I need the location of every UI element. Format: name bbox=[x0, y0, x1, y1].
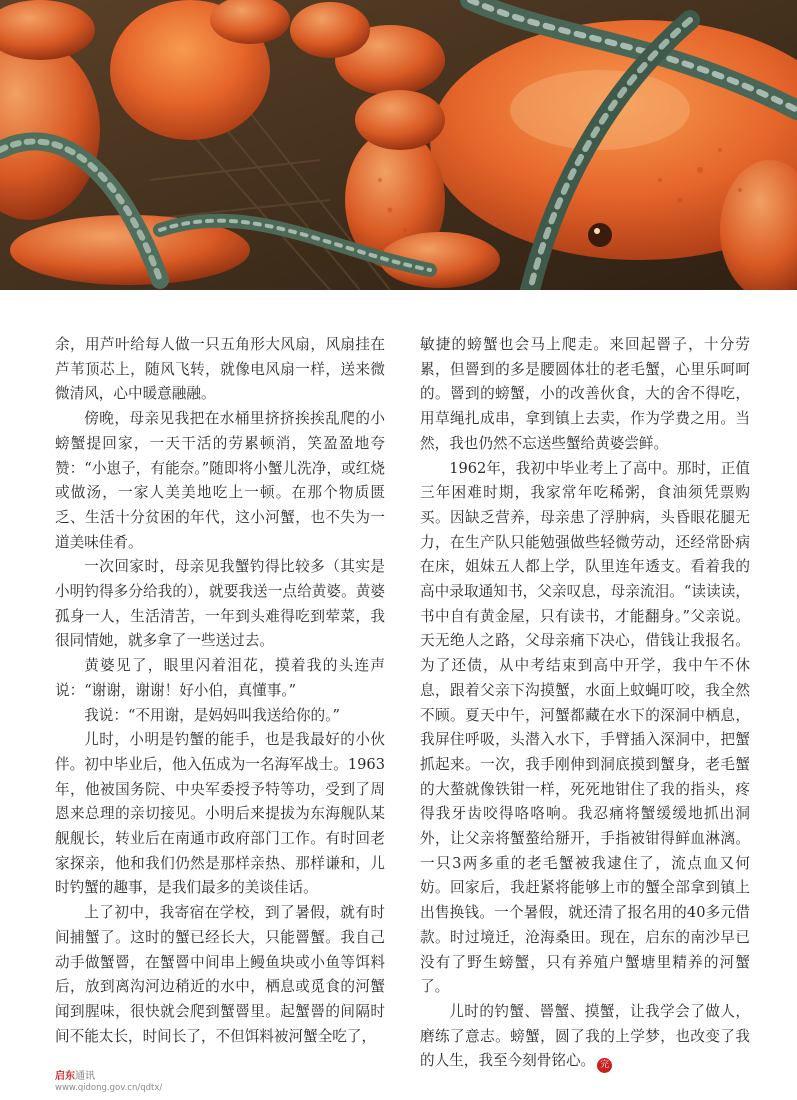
paragraph: 儿时，小明是钓蟹的能手，也是我最好的小伙伴。初中毕业后，他入伍成为一名海军战士。1963年，他被国务院、中央军委授予特等功，受到了周恩来总理的亲切接见。小明后来提拔为东海舰队某舰舰长，转业后在南通市政府部门工作。有时回老家探亲，他和我们仍然是那样亲热、那样谦和，儿时钓蟹的趣事，是我们最多的美谈佳话。 bbox=[55, 731, 385, 897]
paragraph-final-text: 儿时的钓蟹、罾蟹、摸蟹，让我学会了做人，磨练了意志。螃蟹，圆了我的上学梦，也改变了我的人生，我至今刻骨铭心。 bbox=[420, 1002, 750, 1070]
magazine-url[interactable]: www.qidong.gov.cn/qdtx/ bbox=[55, 1083, 163, 1093]
brand-gray-text: 通讯 bbox=[75, 1071, 95, 1082]
magazine-footer bbox=[55, 1071, 162, 1094]
paragraph: 傍晚，母亲见我把在水桶里挤挤挨挨乱爬的小螃蟹提回家，一天干活的劳累顿消，笑盈盈地夸赞：“小崽子，有能奈。”随即将小蟹儿洗净，或红烧或做汤，一家人美美地吃上一顿。在那个物质匮乏、生活十分贫困的年代，这小河蟹，也不失为一道美味佳肴。 bbox=[55, 410, 385, 551]
paragraph: 1962年，我初中毕业考上了高中。那时，正值三年困难时期，我家常年吃稀粥，食油须凭票购买。因缺乏营养，母亲患了浮肿病，头昏眼花腿无力，在生产队只能勉强做些轻微劳动，还经常卧病在床，姐妹五人都上学，队里连年透支。看着我的高中录取通知书，父亲叹息，母亲流泪。“读读读，书中自有黄金屋，只有读书，才能翻身。”父亲说。天无绝人之路，父母亲痛下决心，借钱让我报名。为了还债，从中考结束到高中开学，我中午不休息，跟着父亲下沟摸蟹，水面上蚊蝇叮咬，我全然不顾。夏天中午，河蟹都藏在水下的深洞中栖息，我屏住呼吸，头潜入水下，手臂插入深洞中，把蟹抓起来。一次，我手刚伸到洞底摸到蟹身，老毛蟹的大螯就像铁钳一样，死死地钳住了我的指头，疼得我牙齿咬得咯咯响。我忍痛将蟹缓缓地抓出洞外，让父亲将蟹螯给掰开，手指被钳得鲜血淋漓。一只3两多重的老毛蟹被我逮住了，流点血又何妨。回家后，我赶紧将能够上市的蟹全部拿到镇上出售换钱。一个暑假，就还清了报名用的40多元借款。时过境迁，沧海桑田。现在，启东的南沙早已没有了野生螃蟹，只有养殖户蟹塘里精养的河蟹了。 bbox=[420, 459, 750, 996]
crab-photo-illustration bbox=[0, 0, 797, 290]
paragraph: 我说：“不用谢，是妈妈叫我送给你的。” bbox=[84, 706, 340, 724]
paragraph: 余，用芦叶给每人做一只五角形大风扇，风扇挂在芦苇顶芯上，随风飞转，就像电风扇一样，送来微微清风，心中暖意融融。 bbox=[55, 336, 385, 403]
paragraph: 敏捷的螃蟹也会马上爬走。来回起罾子，十分劳累，但罾到的多是腰圆体壮的老毛蟹，心里乐呵呵的。罾到的螃蟹，小的改善伙食，大的舍不得吃，用草绳扎成串，拿到镇上去卖，作为学费之用。当然，我也仍然不忘送些蟹给黄婆尝鲜。 bbox=[420, 336, 750, 452]
brand-red-text: 启东 bbox=[55, 1071, 75, 1082]
hero-crab-photo bbox=[0, 0, 797, 290]
end-mark-icon: 完 bbox=[597, 1058, 612, 1073]
paragraph: 黄婆见了，眼里闪着泪花，摸着我的头连声说：“谢谢，谢谢！好小伯，真懂事。” bbox=[55, 657, 385, 699]
paragraph: 一次回家时，母亲见我蟹钓得比较多（其实是小明钓得多分给我的），就要我送一点给黄婆。黄婆孤身一人，生活清苦，一年到头难得吃到荤菜，我很同情她，就多拿了一些送过去。 bbox=[55, 558, 385, 650]
article-right-column bbox=[420, 333, 750, 1074]
paragraph: 上了初中，我寄宿在学校，到了暑假，就有时间捕蟹了。这时的蟹已经长大，只能罾蟹。我自己动手做蟹罾，在蟹罾中间串上鳗鱼块或小鱼等饵料后，放到离沟河边稍近的水中，栖息或觅食的河蟹闻到腥味，很快就会爬到蟹罾里。起蟹罾的间隔时间不能太长，时间长了，不但饵料被河蟹全吃了， bbox=[55, 904, 385, 1045]
magazine-brand bbox=[55, 1071, 162, 1083]
article-left-column bbox=[55, 333, 385, 1049]
paragraph-final bbox=[420, 1000, 750, 1074]
